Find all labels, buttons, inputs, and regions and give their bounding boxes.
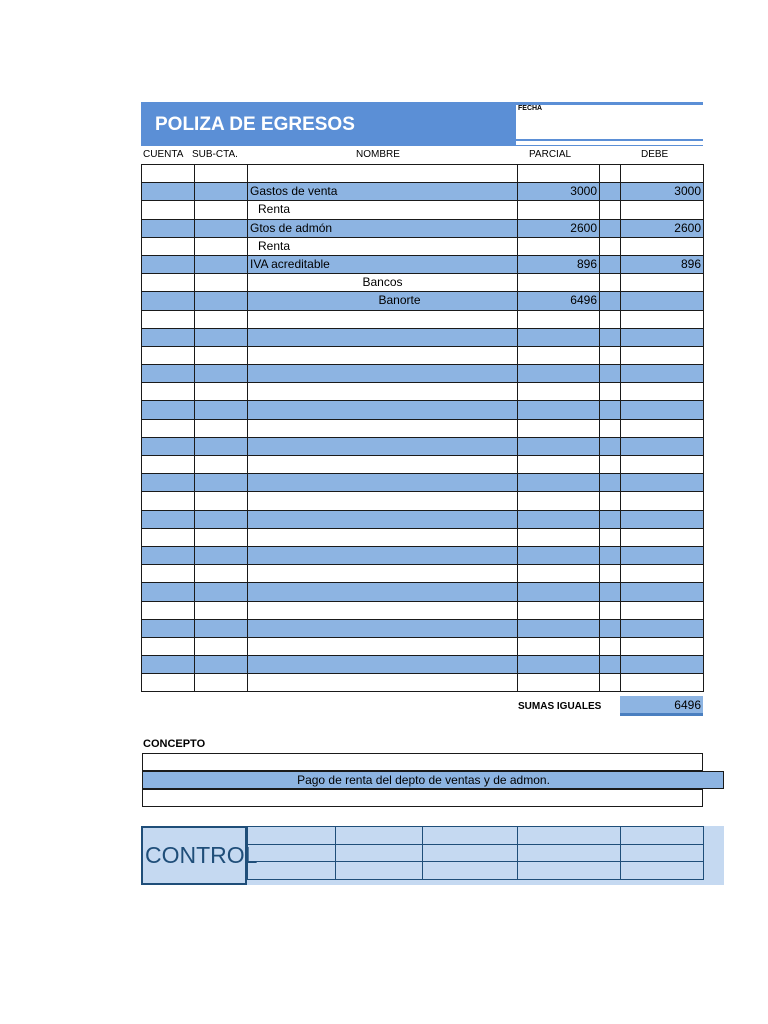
cell[interactable] [142,383,195,401]
cell[interactable] [248,346,518,364]
control-row [248,827,704,845]
cell[interactable] [142,292,195,310]
table-row [142,565,704,583]
control-label: CONTROL [145,842,258,868]
cell[interactable] [142,656,195,674]
cell[interactable] [600,328,621,346]
table-row [142,237,704,255]
cell[interactable] [600,255,621,273]
cell[interactable] [600,165,621,183]
cell[interactable] [195,255,248,273]
cell[interactable] [195,346,248,364]
cell[interactable] [248,365,518,383]
row-nombre[interactable]: Gtos de admón [248,219,518,237]
cell[interactable] [518,656,600,674]
row-nombre[interactable]: IVA acreditable [248,255,518,273]
cell[interactable] [600,528,621,546]
cell[interactable] [600,637,621,655]
cell[interactable] [195,583,248,601]
table-row [142,292,704,310]
cell[interactable] [600,510,621,528]
row-parcial[interactable] [518,237,600,255]
header-cuenta: CUENTA [143,149,184,160]
table-row [142,183,704,201]
cell[interactable] [142,565,195,583]
cell[interactable] [621,437,704,455]
cell[interactable] [621,510,704,528]
control-cell[interactable] [248,827,336,845]
cell[interactable] [195,656,248,674]
cell[interactable] [518,583,600,601]
cell[interactable] [248,619,518,637]
cell[interactable] [621,165,704,183]
cell[interactable] [518,674,600,692]
control-row [248,862,704,880]
control-cell[interactable] [621,827,704,845]
row-nombre[interactable]: Bancos [248,274,518,292]
cell[interactable] [600,619,621,637]
cell[interactable] [195,619,248,637]
cell[interactable] [142,546,195,564]
cell[interactable] [600,274,621,292]
cell[interactable] [248,637,518,655]
cell[interactable] [142,201,195,219]
cell[interactable] [600,565,621,583]
table-row [142,528,704,546]
table-row [142,437,704,455]
control-cell[interactable] [423,827,518,845]
cell[interactable] [142,346,195,364]
cell[interactable] [142,528,195,546]
cell[interactable] [248,510,518,528]
cell[interactable] [600,437,621,455]
cell[interactable] [195,328,248,346]
cell[interactable] [142,437,195,455]
cell[interactable] [142,274,195,292]
cell[interactable] [195,474,248,492]
cell[interactable] [248,310,518,328]
cell[interactable] [621,565,704,583]
control-cell[interactable] [518,862,621,880]
cell[interactable] [195,183,248,201]
control-cell[interactable] [336,844,423,862]
cell[interactable] [195,546,248,564]
table-row [142,619,704,637]
cell[interactable] [621,583,704,601]
table-row [142,419,704,437]
header-parcial: PARCIAL [529,149,572,160]
cell[interactable] [518,546,600,564]
title-band [141,102,516,145]
cell[interactable] [195,510,248,528]
cell[interactable] [600,183,621,201]
table-row [142,456,704,474]
header-subcta: SUB-CTA. [192,149,238,160]
cell[interactable] [195,219,248,237]
cell[interactable] [195,674,248,692]
table-row [142,601,704,619]
row-parcial[interactable]: 6496 [518,292,600,310]
header-nombre: NOMBRE [356,149,400,160]
concepto-line[interactable] [142,771,724,789]
cell[interactable] [621,474,704,492]
control-cell[interactable] [518,844,621,862]
cell[interactable] [248,419,518,437]
cell[interactable] [195,165,248,183]
row-debe[interactable] [621,201,704,219]
cell[interactable] [600,492,621,510]
cell[interactable] [248,601,518,619]
row-debe[interactable] [621,292,704,310]
cell[interactable] [248,492,518,510]
cell[interactable] [621,637,704,655]
cell[interactable] [600,346,621,364]
cell[interactable] [195,401,248,419]
table-row [142,674,704,692]
cell[interactable] [142,510,195,528]
table-row [142,637,704,655]
cell[interactable] [142,601,195,619]
cell[interactable] [600,583,621,601]
table-row [142,165,704,183]
cell[interactable] [195,528,248,546]
cell[interactable] [518,619,600,637]
cell[interactable] [621,619,704,637]
row-parcial[interactable]: 3000 [518,183,600,201]
cell[interactable] [195,492,248,510]
cell[interactable] [142,310,195,328]
cell[interactable] [621,383,704,401]
page-title: POLIZA DE EGRESOS [155,114,355,135]
cell[interactable] [142,219,195,237]
cell[interactable] [600,674,621,692]
table-row [142,656,704,674]
table-row [142,474,704,492]
concepto-text: Pago de renta del depto de ventas y de admon. [297,773,550,787]
cell[interactable] [142,619,195,637]
cell[interactable] [248,437,518,455]
cell[interactable] [195,274,248,292]
concepto-label: CONCEPTO [143,738,206,750]
cell[interactable] [621,528,704,546]
cell[interactable] [142,183,195,201]
cell[interactable] [518,310,600,328]
cell[interactable] [248,474,518,492]
row-debe[interactable] [621,237,704,255]
cell[interactable] [600,219,621,237]
cell[interactable] [600,546,621,564]
cell[interactable] [621,492,704,510]
table-row [142,583,704,601]
cell[interactable] [142,583,195,601]
cell[interactable] [142,492,195,510]
concepto-line[interactable] [142,753,703,771]
cell[interactable] [518,510,600,528]
title-divider [141,145,703,146]
control-label-cell [141,826,258,885]
ledger-table [141,164,704,692]
row-nombre[interactable]: Gastos de venta [248,183,518,201]
cell[interactable] [621,346,704,364]
table-row [142,219,704,237]
cell[interactable] [518,365,600,383]
control-cell[interactable] [248,862,336,880]
cell[interactable] [248,546,518,564]
cell[interactable] [142,255,195,273]
row-parcial[interactable] [518,201,600,219]
cell[interactable] [195,419,248,437]
cell[interactable] [621,401,704,419]
cell[interactable] [621,328,704,346]
cell[interactable] [248,383,518,401]
table-row [142,310,704,328]
cell[interactable] [248,656,518,674]
cell[interactable] [518,474,600,492]
control-grid [247,826,704,880]
control-cell[interactable] [336,862,423,880]
cell[interactable] [518,565,600,583]
cell[interactable] [195,637,248,655]
cell[interactable] [142,637,195,655]
cell[interactable] [518,328,600,346]
cell[interactable] [142,237,195,255]
row-parcial[interactable]: 2600 [518,219,600,237]
control-cell[interactable] [336,827,423,845]
cell[interactable] [600,474,621,492]
cell[interactable] [518,637,600,655]
control-cell[interactable] [423,844,518,862]
cell[interactable] [621,601,704,619]
table-row [142,346,704,364]
cell[interactable] [621,365,704,383]
sumas-iguales-value[interactable]: 6496 [620,696,703,716]
cell[interactable] [600,237,621,255]
cell[interactable] [195,565,248,583]
row-parcial[interactable] [518,274,600,292]
cell[interactable] [621,546,704,564]
cell[interactable] [518,165,600,183]
cell[interactable] [248,674,518,692]
control-cell[interactable] [248,844,336,862]
cell[interactable] [248,401,518,419]
control-section [141,826,724,885]
cell[interactable] [600,292,621,310]
concepto-line[interactable] [142,789,703,807]
table-row [142,546,704,564]
cell[interactable] [621,674,704,692]
cell[interactable] [600,601,621,619]
row-debe[interactable] [621,274,704,292]
cell[interactable] [195,237,248,255]
cell[interactable] [142,674,195,692]
cell[interactable] [142,165,195,183]
cell[interactable] [248,583,518,601]
row-nombre[interactable]: Renta [248,201,518,219]
sumas-iguales-label: SUMAS IGUALES [518,701,602,712]
control-cell[interactable] [518,827,621,845]
table-row [142,328,704,346]
cell[interactable] [518,419,600,437]
header-debe: DEBE [641,149,669,160]
cell[interactable] [195,456,248,474]
cell[interactable] [621,310,704,328]
fecha-field[interactable] [516,102,703,141]
cell[interactable] [248,528,518,546]
cell[interactable] [248,565,518,583]
cell[interactable] [518,492,600,510]
fecha-label: FECHA [518,105,543,112]
row-debe[interactable]: 3000 [621,183,704,201]
cell[interactable] [621,456,704,474]
cell[interactable] [600,310,621,328]
cell[interactable] [600,401,621,419]
table-row [142,201,704,219]
cell[interactable] [195,310,248,328]
cell[interactable] [518,456,600,474]
cell[interactable] [195,201,248,219]
table-row [142,510,704,528]
cell[interactable] [600,456,621,474]
cell[interactable] [518,383,600,401]
row-nombre[interactable]: Banorte [248,292,518,310]
cell[interactable] [195,601,248,619]
cell[interactable] [248,456,518,474]
cell[interactable] [142,456,195,474]
cell[interactable] [142,474,195,492]
table-row [142,365,704,383]
cell[interactable] [518,437,600,455]
control-cell[interactable] [423,862,518,880]
cell[interactable] [621,656,704,674]
cell[interactable] [142,365,195,383]
cell[interactable] [142,328,195,346]
cell[interactable] [518,601,600,619]
cell[interactable] [142,419,195,437]
cell[interactable] [142,401,195,419]
cell[interactable] [600,656,621,674]
cell[interactable] [600,365,621,383]
control-cell[interactable] [621,844,704,862]
cell[interactable] [600,201,621,219]
cell[interactable] [195,292,248,310]
cell[interactable] [518,346,600,364]
table-row [142,383,704,401]
cell[interactable] [195,365,248,383]
cell[interactable] [621,419,704,437]
table-row [142,255,704,273]
row-nombre[interactable]: Renta [248,237,518,255]
control-row [248,844,704,862]
cell[interactable] [248,165,518,183]
cell[interactable] [248,328,518,346]
row-debe[interactable]: 896 [621,255,704,273]
cell[interactable] [195,437,248,455]
row-parcial[interactable]: 896 [518,255,600,273]
control-cell[interactable] [621,862,704,880]
cell[interactable] [195,383,248,401]
cell[interactable] [600,383,621,401]
row-debe[interactable]: 2600 [621,219,704,237]
cell[interactable] [518,401,600,419]
cell[interactable] [600,419,621,437]
cell[interactable] [518,528,600,546]
table-row [142,492,704,510]
table-row [142,274,704,292]
table-row [142,401,704,419]
